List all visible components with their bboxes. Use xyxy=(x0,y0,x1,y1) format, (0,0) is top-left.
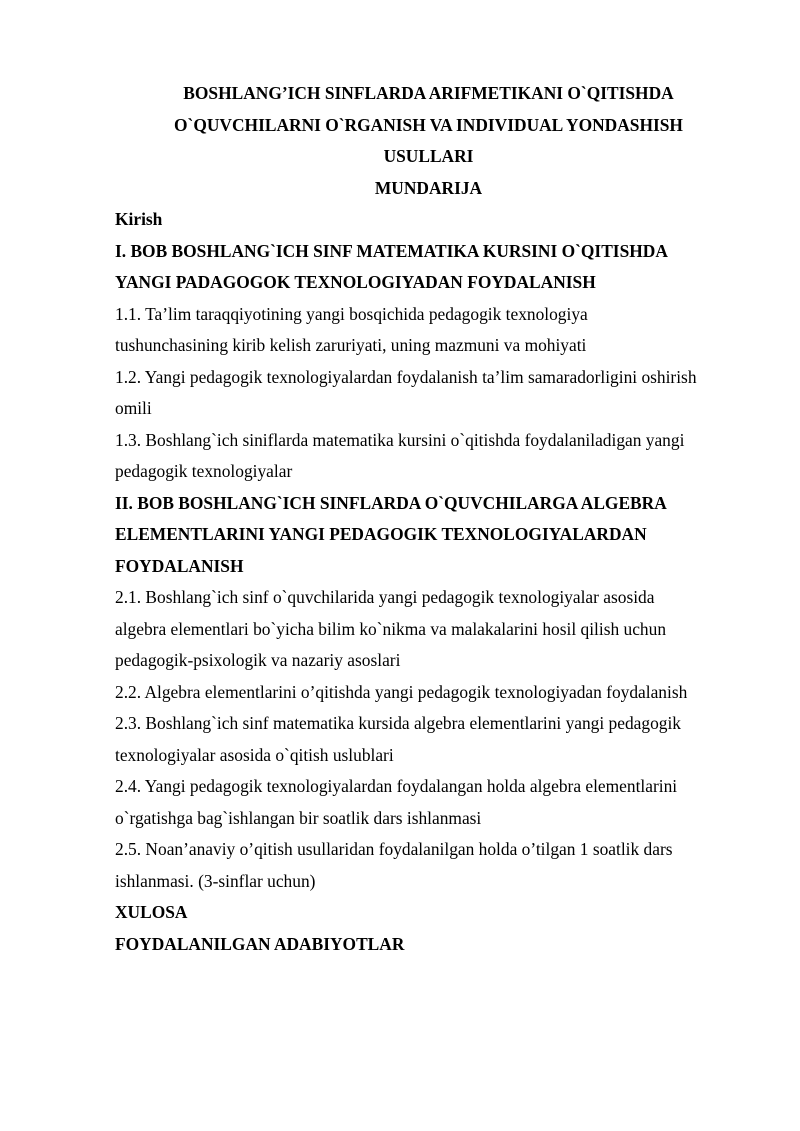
toc-references: FOYDALANILGAN ADABIYOTLAR xyxy=(115,933,405,954)
toc-item-line: 2.4. Yangi pedagogik texnologiyalardan foydalangan holda algebra elementlarini xyxy=(115,776,678,796)
chapter-title-line: FOYDALANISH xyxy=(115,555,244,576)
toc-intro: Kirish xyxy=(115,209,163,229)
toc-item-line: 1.3. Boshlang`ich siniflarda matematika kursini o`qitishda foydalaniladigan yangi xyxy=(115,429,685,450)
toc-item-line: texnologiyalar asosida o`qitish uslublari xyxy=(115,744,394,765)
toc-item-2-1 xyxy=(115,582,742,677)
toc-item-2-3 xyxy=(115,708,742,771)
toc-item-2-5 xyxy=(115,834,742,897)
chapter-title-line: YANGI PADAGOGOK TEXNOLOGIYADAN FOYDALANISH xyxy=(115,272,596,292)
toc-item-line: pedagogik texnologiyalar xyxy=(115,461,293,481)
title-line: BOSHLANG’ICH SINFLARDA ARIFMETIKANI O`QITISHDA xyxy=(183,83,674,103)
toc-item-1-3 xyxy=(115,425,742,488)
toc-item-line: 2.3. Boshlang`ich sinf matematika kursida algebra elementlarini yangi pedagogik xyxy=(115,713,681,733)
toc-item-line: pedagogik-psixologik va nazariy asoslari xyxy=(115,650,401,670)
toc-chapter-1-title xyxy=(115,236,742,299)
document-page xyxy=(115,78,742,960)
toc-item-2-2: 2.2. Algebra elementlarini o’qitishda yangi pedagogik texnologiyadan foydalanish xyxy=(115,681,688,702)
toc-item-line: tushunchasining kirib kelish zaruriyati, uning mazmuni va mohiyati xyxy=(115,335,587,355)
document-title xyxy=(115,78,742,173)
toc-item-line: 2.1. Boshlang`ich sinf o`quvchilarida yangi pedagogik texnologiyalar asosida xyxy=(115,587,655,607)
toc-chapter-2-title xyxy=(115,488,742,583)
chapter-title-line: ELEMENTLARINI YANGI PEDAGOGIK TEXNOLOGIYALARDAN xyxy=(115,524,647,544)
toc-item-line: 2.5. Noan’anaviy o’qitish usullaridan foydalanilgan holda o’tilgan 1 soatlik dars xyxy=(115,839,673,859)
title-line: USULLARI xyxy=(383,146,474,166)
toc-item-line: omili xyxy=(115,398,152,418)
toc-item-line: ishlanmasi. (3-sinflar uchun) xyxy=(115,870,316,891)
chapter-title-line: I. BOB BOSHLANG`ICH SINF MATEMATIKA KURSINI O`QITISHDA xyxy=(115,240,668,261)
title-line: O`QUVCHILARNI O`RGANISH VA INDIVIDUAL YONDASHISH xyxy=(174,114,683,135)
toc-item-line: 1.2. Yangi pedagogik texnologiyalardan foydalanish ta’lim samaradorligini oshirish xyxy=(115,366,697,387)
contents-heading: MUNDARIJA xyxy=(374,177,483,198)
toc-item-2-4 xyxy=(115,771,742,834)
chapter-title-line: II. BOB BOSHLANG`ICH SINFLARDA O`QUVCHILARGA ALGEBRA xyxy=(115,492,667,513)
toc-item-1-1 xyxy=(115,299,742,362)
toc-item-1-2 xyxy=(115,362,742,425)
toc-conclusion: XULOSA xyxy=(115,902,188,922)
toc-item-line: algebra elementlari bo`yicha bilim ko`nikma va malakalarini hosil qilish uchun xyxy=(115,618,667,639)
toc-item-line: o`rgatishga bag`ishlangan bir soatlik dars ishlanmasi xyxy=(115,807,482,828)
toc-item-line: 1.1. Ta’lim taraqqiyotining yangi bosqichida pedagogik texnologiya xyxy=(115,303,588,324)
